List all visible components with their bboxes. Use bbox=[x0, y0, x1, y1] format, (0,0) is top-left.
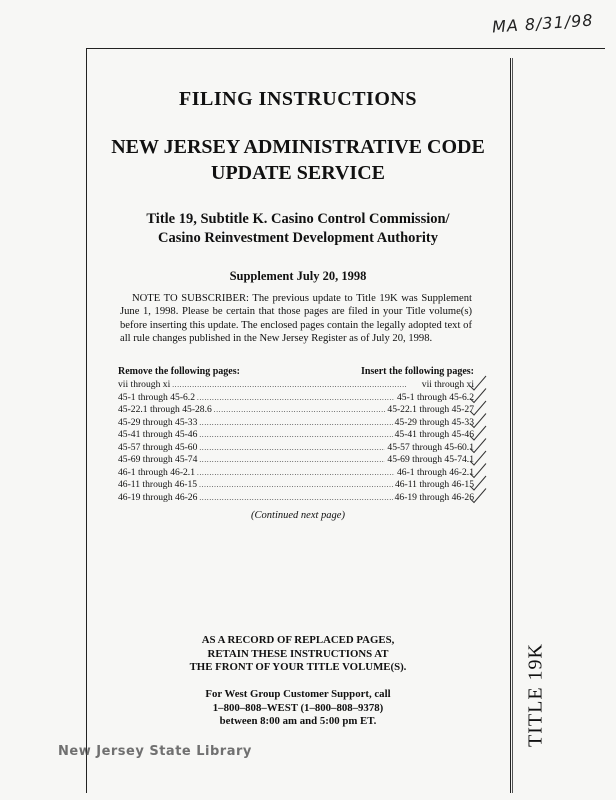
leader-dots bbox=[172, 379, 420, 392]
check-mark bbox=[470, 451, 486, 465]
insert-range: 46-1 through 46-2.1 bbox=[396, 466, 474, 478]
remove-range: 46-19 through 46-26 bbox=[118, 491, 198, 503]
insert-header: Insert the following pages: bbox=[360, 366, 474, 377]
check-marks bbox=[468, 368, 498, 518]
page-row bbox=[118, 479, 474, 492]
page-row bbox=[118, 417, 474, 430]
page-row bbox=[118, 442, 474, 455]
list-header bbox=[118, 366, 474, 379]
record-line3: THE FRONT OF YOUR TITLE VOLUME(S). bbox=[189, 661, 407, 673]
subtitle-line2: Casino Reinvestment Development Authority bbox=[158, 230, 438, 246]
remove-range: 45-1 through 45-6.2 bbox=[118, 391, 196, 403]
record-line2: RETAIN THESE INSTRUCTIONS AT bbox=[207, 647, 389, 660]
check-mark bbox=[470, 376, 486, 390]
code-title bbox=[96, 134, 500, 186]
record-line1: AS A RECORD OF REPLACED PAGES, bbox=[201, 634, 395, 646]
continued-note: (Continued next page) bbox=[251, 510, 345, 521]
support-line3: between 8:00 am and 5:00 pm ET. bbox=[219, 715, 377, 727]
page-row bbox=[118, 492, 474, 505]
page-row bbox=[118, 404, 474, 417]
code-title-line1: NEW JERSEY ADMINISTRATIVE CODE bbox=[111, 136, 485, 158]
subtitle bbox=[96, 210, 500, 248]
page-row bbox=[118, 467, 474, 480]
remove-range: 45-69 through 45-74 bbox=[118, 454, 198, 465]
remove-range: 46-11 through 46-15 bbox=[118, 479, 198, 490]
leader-dots bbox=[199, 417, 392, 430]
remove-range: vii through xi bbox=[118, 379, 171, 390]
insert-range: 45-22.1 through 45-27 bbox=[387, 404, 474, 415]
insert-range: 45-41 through 45-46 bbox=[394, 429, 474, 440]
insert-range: 45-29 through 45-33 bbox=[394, 416, 474, 428]
remove-header: Remove the following pages: bbox=[118, 366, 240, 377]
library-stamp: New Jersey State Library bbox=[58, 744, 252, 759]
record-instructions bbox=[96, 634, 500, 675]
subscriber-note: NOTE TO SUBSCRIBER: The previous update to Title 19K was Supplement June 1, 1998. Please be certain that those pages are filed in your Title volume(s) before inserting this update. The enclosed pages contain the legally adopted text of all rule changes published in the New Jersey Register as of July 20, 1998. bbox=[120, 293, 472, 345]
insert-range: 46-19 through 46-26 bbox=[394, 491, 474, 503]
binding-line-inner bbox=[512, 58, 513, 793]
remove-range: 45-22.1 through 45-28.6 bbox=[118, 404, 212, 415]
leader-dots bbox=[199, 442, 385, 455]
insert-range: 45-57 through 45-60.1 bbox=[387, 441, 474, 453]
check-mark bbox=[470, 401, 486, 415]
insert-range: 45-1 through 45-6.2 bbox=[396, 391, 474, 403]
title-tab bbox=[518, 640, 554, 750]
code-title-line2: UPDATE SERVICE bbox=[211, 162, 385, 184]
leader-dots bbox=[197, 467, 395, 480]
leader-dots bbox=[197, 392, 395, 405]
remove-range: 45-57 through 45-60 bbox=[118, 441, 198, 453]
supplement-date: Supplement July 20, 1998 bbox=[229, 269, 367, 283]
insert-range: 46-11 through 46-15 bbox=[394, 479, 474, 490]
check-mark bbox=[470, 389, 486, 403]
page-row bbox=[118, 454, 474, 467]
remove-range: 45-41 through 45-46 bbox=[118, 429, 198, 440]
binding-line bbox=[510, 58, 511, 793]
customer-support bbox=[96, 688, 500, 729]
check-mark bbox=[470, 439, 486, 453]
remove-range: 46-1 through 46-2.1 bbox=[118, 466, 196, 478]
page-title: FILING INSTRUCTIONS bbox=[179, 88, 417, 110]
leader-dots bbox=[199, 429, 392, 442]
leader-dots bbox=[199, 479, 393, 492]
leader-dots bbox=[199, 492, 392, 505]
support-line2: 1–800–808–WEST (1–800–808–9378) bbox=[212, 701, 384, 714]
remove-range: 45-29 through 45-33 bbox=[118, 416, 198, 428]
check-mark bbox=[470, 476, 486, 490]
check-mark bbox=[470, 414, 486, 428]
check-mark bbox=[470, 464, 486, 478]
leader-dots bbox=[199, 454, 385, 467]
handwritten-annotation: MA 8/31/98 bbox=[491, 10, 595, 37]
check-mark bbox=[470, 489, 486, 503]
insert-range: 45-69 through 45-74.1 bbox=[387, 454, 474, 465]
subtitle-line1: Title 19, Subtitle K. Casino Control Commission/ bbox=[146, 211, 450, 227]
leader-dots bbox=[214, 404, 386, 417]
check-mark bbox=[470, 426, 486, 440]
title-tab-label: TITLE 19K bbox=[524, 643, 547, 747]
page-row bbox=[118, 379, 474, 392]
page-replacement-list bbox=[118, 366, 474, 504]
page-row bbox=[118, 429, 474, 442]
insert-range: vii through xi bbox=[421, 379, 474, 390]
page-row bbox=[118, 392, 474, 405]
support-line1: For West Group Customer Support, call bbox=[205, 688, 391, 700]
